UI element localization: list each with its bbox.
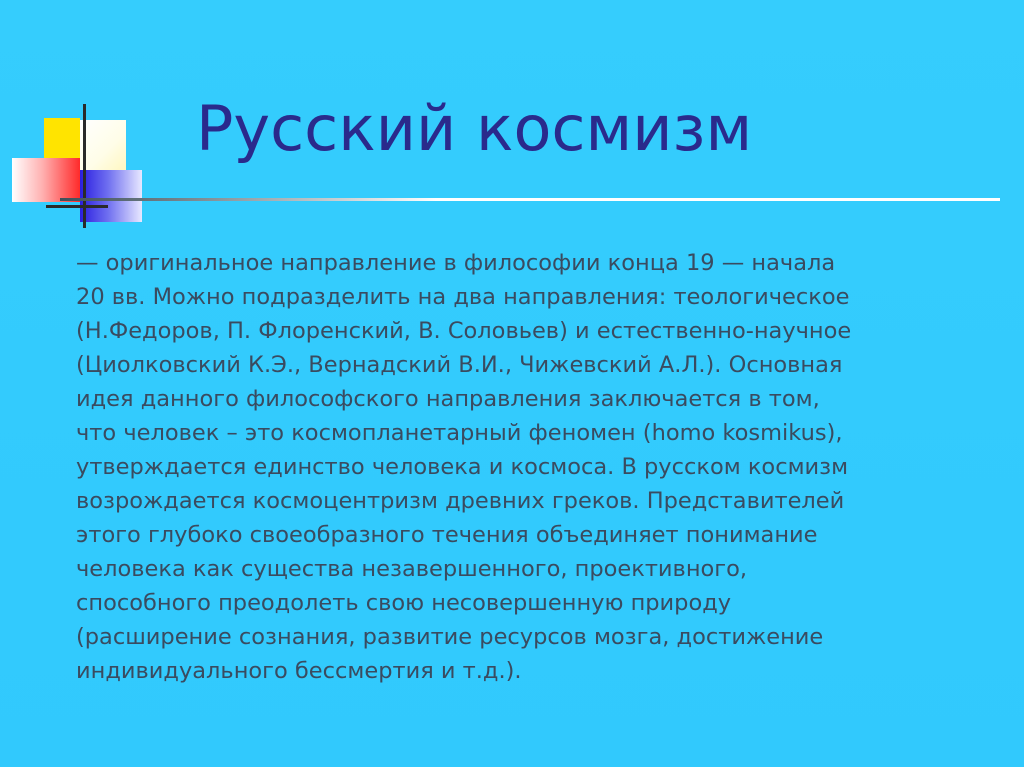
slide-body xyxy=(76,246,966,688)
body-line: — оригинальное направление в философии конца 19 — начала xyxy=(76,250,836,276)
vertical-rule xyxy=(83,104,86,228)
white-square xyxy=(80,120,126,170)
body-line: возрождается космоцентризм древних греков. Представителей xyxy=(76,488,845,514)
short-horizontal-rule xyxy=(46,205,108,208)
body-line: способного преодолеть свою несовершенную природу xyxy=(76,590,732,616)
title-underline xyxy=(60,198,1000,201)
body-line: индивидуального бессмертия и т.д.). xyxy=(76,658,522,684)
body-line: (Н.Федоров, П. Флоренский, В. Соловьев) и естественно-научное xyxy=(76,318,852,344)
body-line: (Циолковский К.Э., Вернадский В.И., Чижевский А.Л.). Основная xyxy=(76,352,843,378)
body-line: 20 вв. Можно подразделить на два направления: теологическое xyxy=(76,284,850,310)
body-line: (расширение сознания, развитие ресурсов мозга, достижение xyxy=(76,624,824,650)
body-line: что человек – это космопланетарный феномен (homo kosmikus), xyxy=(76,420,843,446)
slide-title: Русский космизм xyxy=(196,92,753,165)
blue-gradient-square xyxy=(80,170,142,222)
body-line: человека как существа незавершенного, проективного, xyxy=(76,556,748,582)
body-line: этого глубоко своеобразного течения объединяет понимание xyxy=(76,522,818,548)
body-line: утверждается единство человека и космоса. В русском космизм xyxy=(76,454,849,480)
body-line: идея данного философского направления заключается в том, xyxy=(76,386,820,412)
red-gradient-square xyxy=(12,158,80,202)
